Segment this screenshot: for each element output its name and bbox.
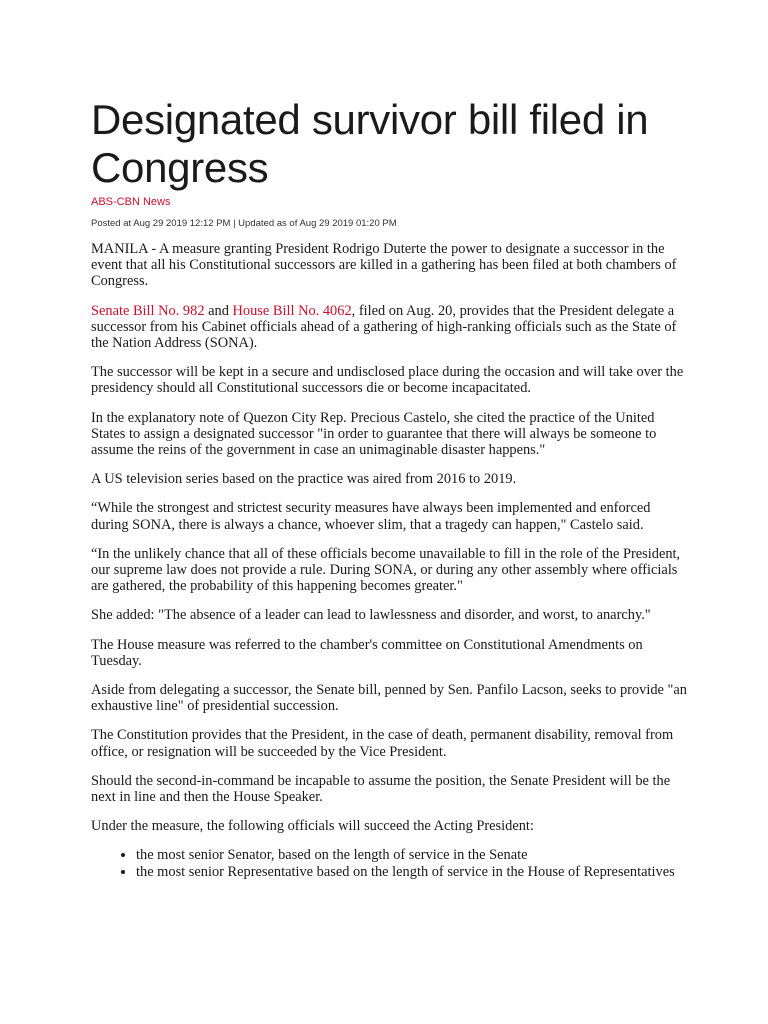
- paragraph: Under the measure, the following officials will succeed the Acting President:: [91, 818, 534, 835]
- paragraph-text: and: [204, 302, 233, 319]
- paragraph: “In the unlikely chance that all of these officials become unavailable to fill in the role of the President, our supreme law does not provide a rule. During SONA, or during any other assembly where officials are gathered, the probability of this happening becomes greater.": [91, 545, 681, 595]
- paragraph: The Constitution provides that the President, in the case of death, permanent disability, removal from office, or resignation will be succeeded by the Vice President.: [91, 727, 674, 760]
- source-link[interactable]: ABS-CBN News: [91, 196, 171, 208]
- house-bill-link[interactable]: House Bill No. 4062: [232, 302, 352, 319]
- article: [91, 96, 691, 881]
- succession-list: [91, 847, 691, 880]
- paragraph: The House measure was referred to the chamber's committee on Constitutional Amendments on Tuesday.: [91, 636, 643, 669]
- paragraph: She added: "The absence of a leader can lead to lawlessness and disorder, and worst, to anarchy.": [91, 607, 651, 624]
- paragraph-text: , filed on Aug. 20, provides that the President delegate a successor from his Cabinet officials ahead of a gathering of high-ranking officials such as the State of the Nation Address (SONA).: [91, 302, 677, 352]
- paragraph: Aside from delegating a successor, the Senate bill, penned by Sen. Panfilo Lacson, seeks to provide "an exhaustive line" of presidential succession.: [91, 682, 687, 715]
- paragraph: A US television series based on the practice was aired from 2016 to 2019.: [91, 471, 517, 488]
- paragraph: “While the strongest and strictest security measures have always been implemented and enforced during SONA, there is always a chance, whoever slim, that a tragedy can happen," Castelo said.: [91, 500, 651, 533]
- article-body: [91, 241, 691, 881]
- paragraph: In the explanatory note of Quezon City Rep. Precious Castelo, she cited the practice of the United States to assign a designated successor "in order to guarantee that there will always be someone to assume the reins of the government in case an unimaginable disaster happens.": [91, 409, 657, 459]
- headline: Designated survivor bill filed in Congress: [91, 96, 649, 191]
- paragraph: MANILA - A measure granting President Rodrigo Duterte the power to designate a successor in the event that all his Constitutional successors are killed in a gathering has been filed at both chambers of Congress.: [91, 241, 677, 290]
- dateline: Posted at Aug 29 2019 12:12 PM | Updated as of Aug 29 2019 01:20 PM: [91, 218, 397, 229]
- paragraph: The successor will be kept in a secure and undisclosed place during the occasion and will take over the presidency should all Constitutional successors die or become incapacitated.: [91, 364, 684, 397]
- list-item: • the most senior Senator, based on the length of service in the Senate: [136, 847, 691, 864]
- senate-bill-link[interactable]: Senate Bill No. 982: [91, 302, 205, 319]
- paragraph: Should the second-in-command be incapable to assume the position, the Senate President will be the next in line and then the House Speaker.: [91, 772, 671, 806]
- list-item: • the most senior Representative based on the length of service in the House of Representatives: [136, 864, 691, 881]
- paragraph: [91, 303, 691, 352]
